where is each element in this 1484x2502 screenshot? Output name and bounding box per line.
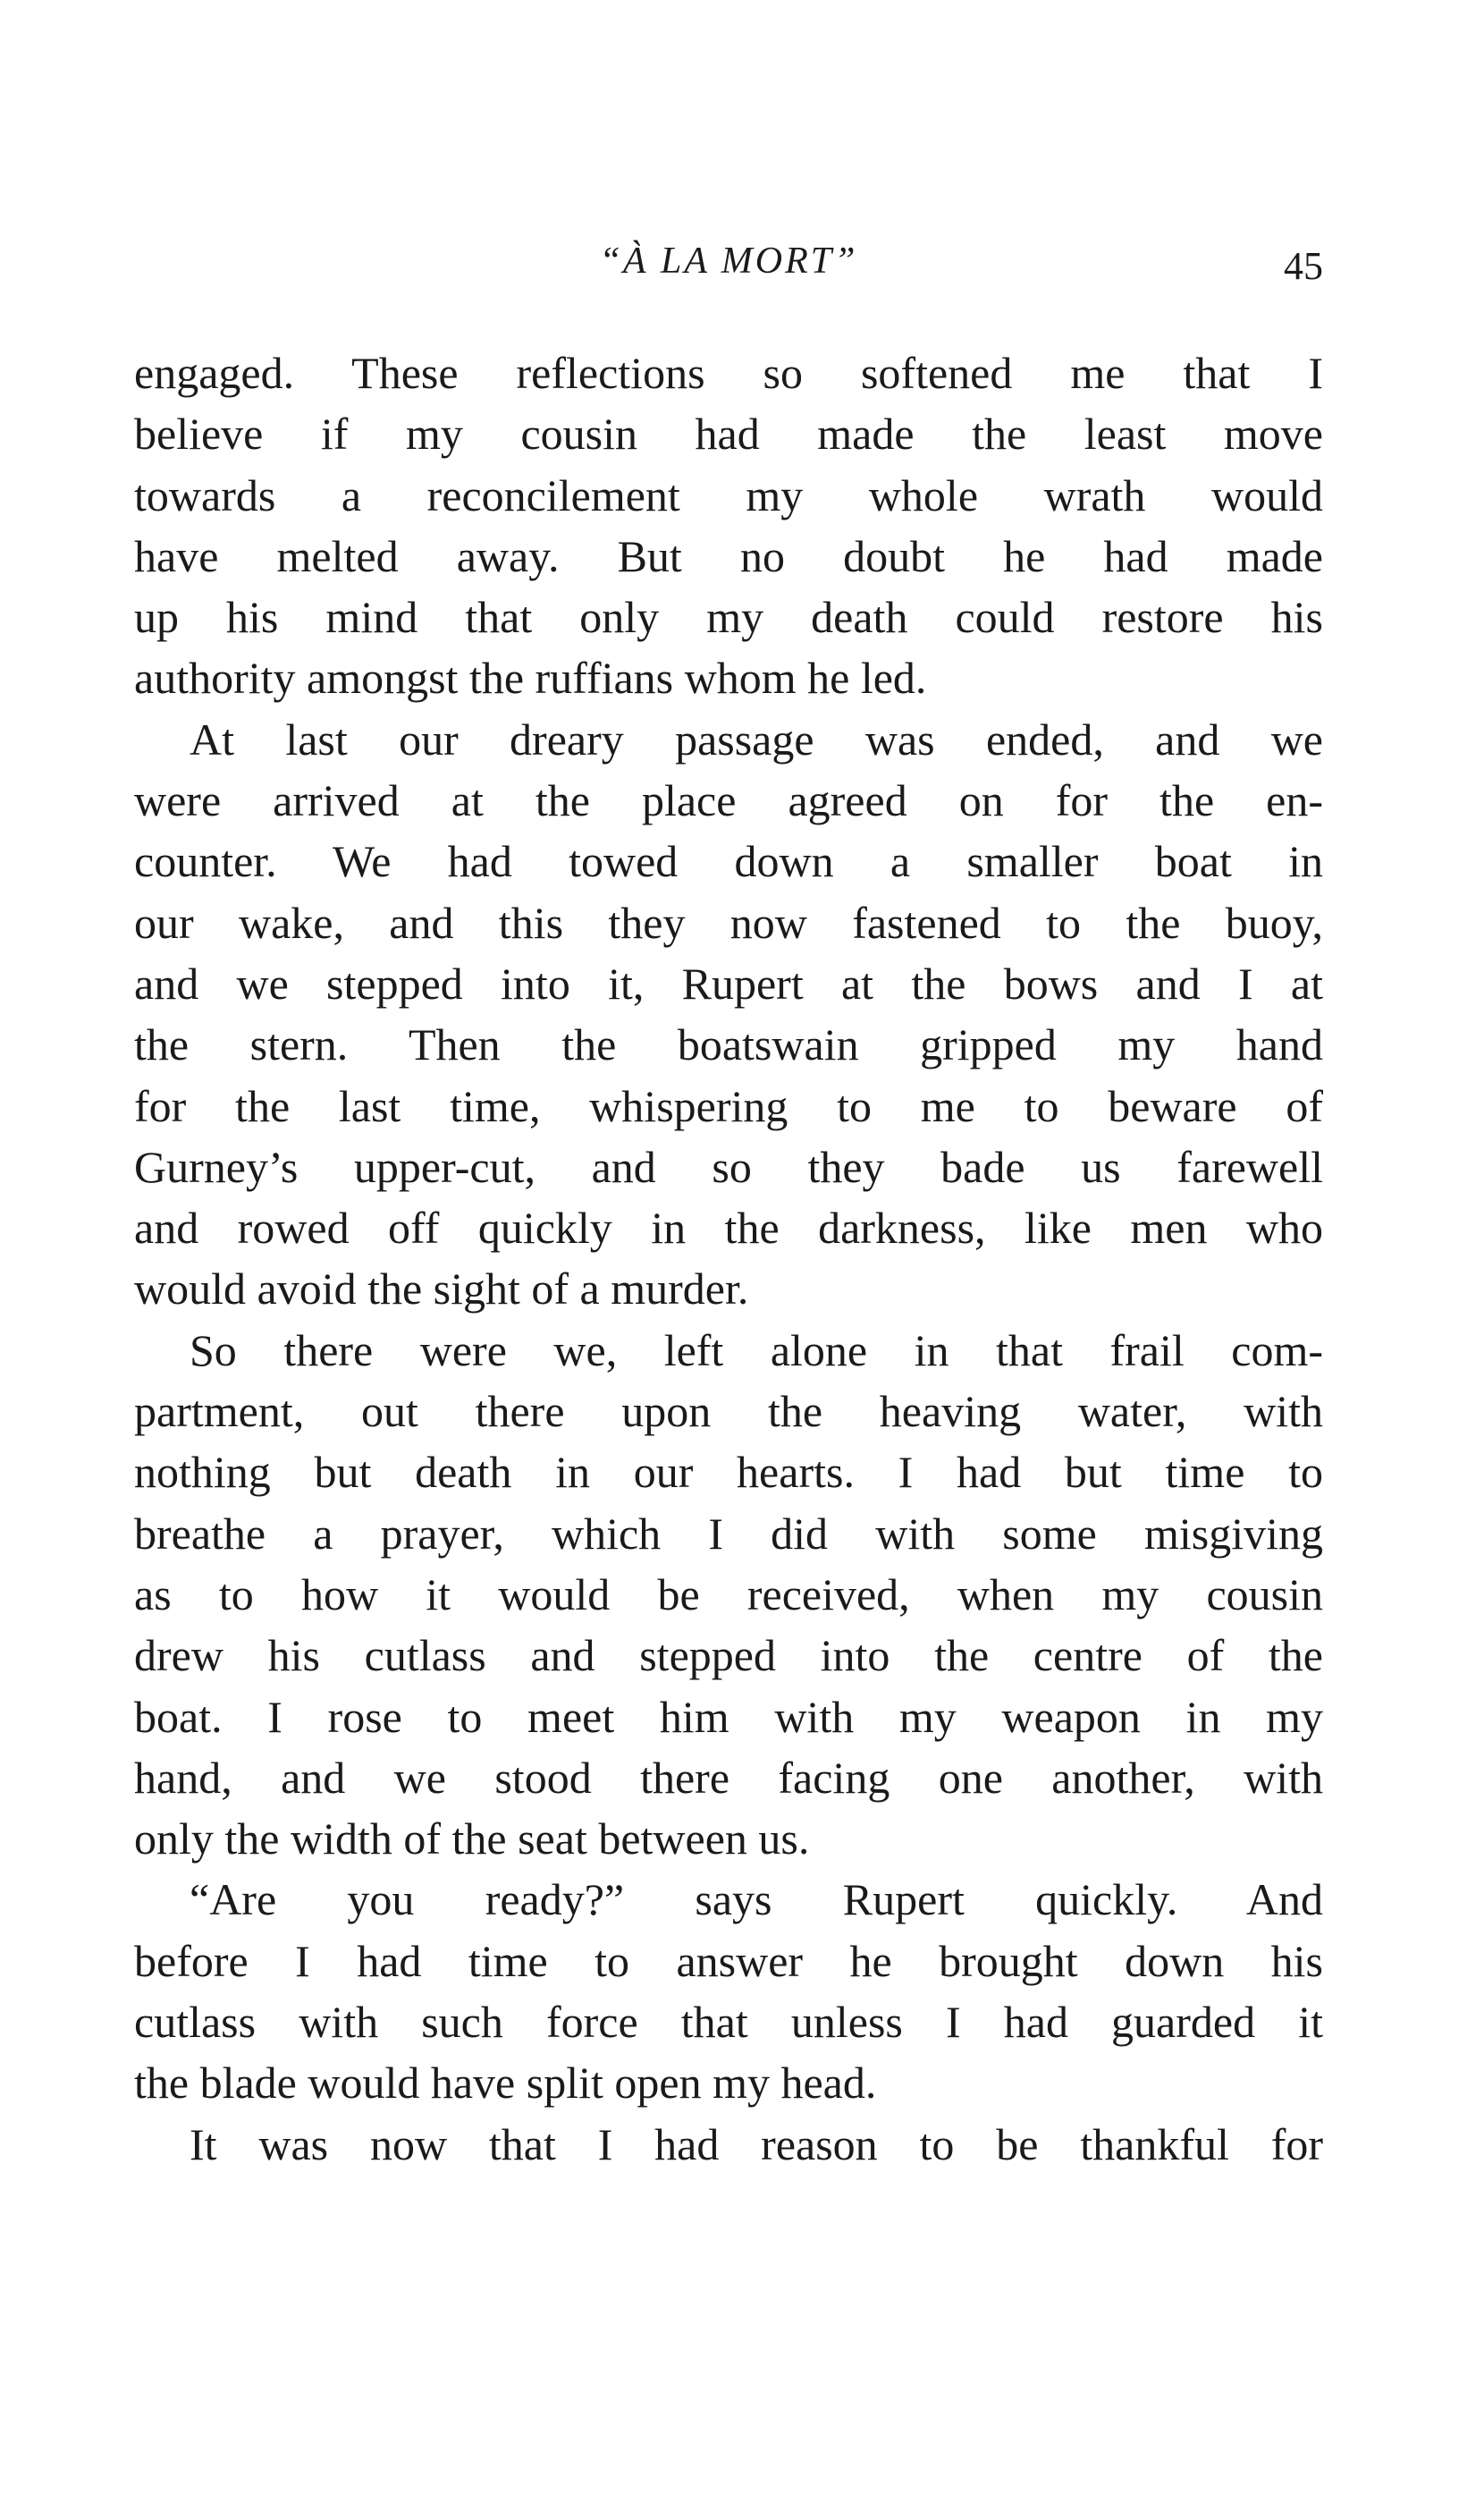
text-line: only the width of the seat between us. bbox=[134, 1813, 810, 1864]
text-line: Gurney’s upper-cut, and so they bade us farewell bbox=[134, 1141, 1323, 1192]
text-line: as to how it would be received, when my cousin bbox=[134, 1568, 1323, 1619]
text-line: up his mind that only my death could restore his bbox=[134, 592, 1323, 643]
text-line: before I had time to answer he brought down his bbox=[134, 1935, 1323, 1986]
text-line: So there were we, left alone in that frail com- bbox=[190, 1324, 1323, 1375]
paragraph-2 bbox=[134, 709, 1323, 1320]
text-line: hand, and we stood there facing one another, with bbox=[134, 1752, 1323, 1803]
running-title: “À LA MORT” bbox=[599, 241, 858, 282]
paragraph-4 bbox=[134, 1869, 1323, 2113]
page-number: 45 bbox=[1284, 244, 1323, 288]
text-line: partment, out there upon the heaving water, with bbox=[134, 1386, 1323, 1437]
text-line: nothing but death in our hearts. I had but time to bbox=[134, 1447, 1323, 1498]
text-line: and rowed off quickly in the darkness, like men who bbox=[134, 1203, 1323, 1254]
text-line: It was now that I had reason to be thankful for bbox=[190, 2118, 1323, 2169]
text-line: breathe a prayer, which I did with some misgiving bbox=[134, 1508, 1323, 1559]
text-line: were arrived at the place agreed on for the en- bbox=[134, 775, 1323, 826]
body-text bbox=[134, 342, 1323, 2175]
text-line: towards a reconcilement my whole wrath would bbox=[134, 469, 1323, 520]
paragraph-1 bbox=[134, 342, 1323, 709]
text-line: boat. I rose to meet him with my weapon in my bbox=[134, 1691, 1323, 1742]
text-line: At last our dreary passage was ended, and we bbox=[190, 714, 1323, 765]
text-line: counter. We had towed down a smaller boat in bbox=[134, 836, 1323, 887]
paragraph-3 bbox=[134, 1320, 1323, 1870]
text-line: would avoid the sight of a murder. bbox=[134, 1264, 749, 1314]
text-line: drew his cutlass and stepped into the centre of the bbox=[134, 1630, 1323, 1681]
text-line: believe if my cousin had made the least move bbox=[134, 409, 1323, 460]
text-line: have melted away. But no doubt he had made bbox=[134, 530, 1323, 581]
paragraph-5 bbox=[134, 2114, 1323, 2175]
text-line: authority amongst the ruffians whom he led. bbox=[134, 653, 927, 704]
text-line: the stern. Then the boatswain gripped my hand bbox=[134, 1019, 1323, 1070]
text-line: “Are you ready?” says Rupert quickly. And bbox=[190, 1874, 1323, 1925]
text-line: engaged. These reflections so softened me that I bbox=[134, 348, 1323, 398]
text-line: cutlass with such force that unless I had guarded it bbox=[134, 1997, 1323, 2048]
text-line: for the last time, whispering to me to beware of bbox=[134, 1080, 1323, 1131]
text-line: and we stepped into it, Rupert at the bows and I at bbox=[134, 958, 1323, 1009]
running-head bbox=[134, 234, 1323, 297]
text-line: our wake, and this they now fastened to the buoy, bbox=[134, 897, 1323, 948]
text-line: the blade would have split open my head. bbox=[134, 2058, 877, 2109]
